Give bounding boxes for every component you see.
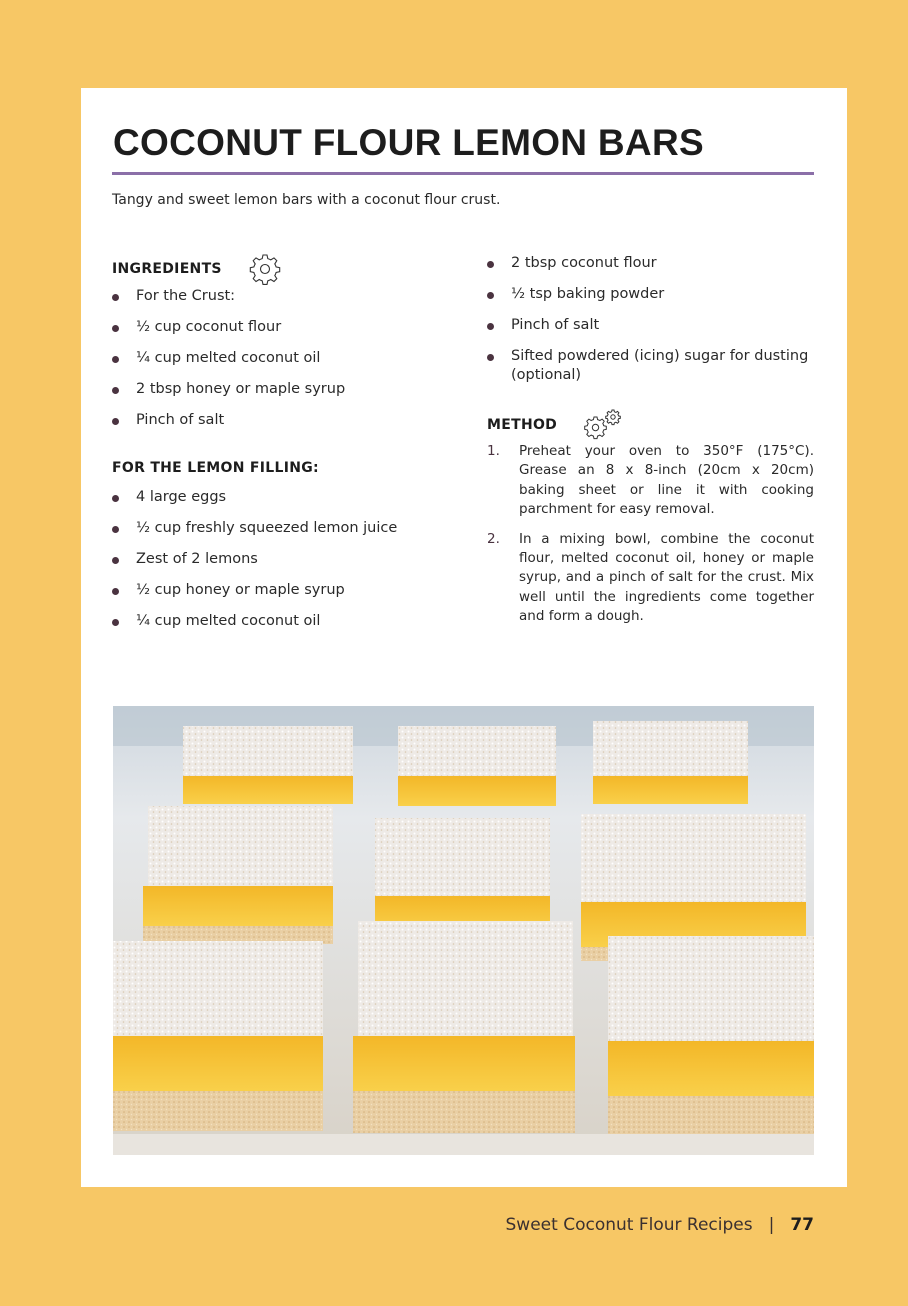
list-item: Zest of 2 lemons (112, 550, 432, 569)
list-item: Pinch of salt (487, 316, 814, 335)
ingredients-heading-row (112, 252, 432, 286)
list-item: Sifted powdered (icing) sugar for dusting (optional) (487, 347, 814, 385)
list-item: ½ cup freshly squeezed lemon juice (112, 519, 432, 538)
method-heading-row (487, 408, 814, 442)
list-item: ¼ cup melted coconut oil (112, 349, 432, 368)
gear-icon (248, 252, 282, 286)
list-item: For the Crust: (112, 287, 432, 306)
method-heading: METHOD (487, 417, 558, 433)
recipe-card (81, 88, 847, 1187)
list-item: 2 tbsp coconut flour (487, 254, 814, 273)
page-footer (506, 1215, 814, 1235)
lemon-bars-photo (113, 706, 814, 1155)
list-item: ¼ cup melted coconut oil (112, 612, 432, 631)
method-steps-list (487, 442, 814, 627)
filling-ingredients-list (112, 488, 432, 631)
recipe-intro: Tangy and sweet lemon bars with a coconut flour crust. (112, 192, 501, 208)
step-number: 2. (487, 530, 500, 547)
filling-ingredients-list-continued (487, 254, 814, 385)
list-item: Pinch of salt (112, 411, 432, 430)
list-item: 2 tbsp honey or maple syrup (112, 380, 432, 399)
step-text: In a mixing bowl, combine the coconut flour, melted coconut oil, honey or maple syrup, and a pinch of salt for the crust. Mix well until the ingredients come together and form a dough. (519, 530, 814, 625)
list-item: ½ cup honey or maple syrup (112, 581, 432, 600)
recipe-title: COCONUT FLOUR LEMON BARS (113, 122, 704, 163)
book-title: Sweet Coconut Flour Recipes (505, 1215, 753, 1235)
list-item: ½ tsp baking powder (487, 285, 814, 304)
title-divider (112, 172, 814, 175)
method-step (487, 530, 814, 627)
filling-heading: FOR THE LEMON FILLING: (112, 460, 319, 476)
ingredients-column-left (112, 254, 432, 643)
ingredients-heading: INGREDIENTS (112, 261, 222, 277)
step-number: 1. (487, 443, 500, 459)
page-number: 77 (790, 1215, 814, 1235)
footer-separator: | (768, 1215, 775, 1235)
ingredients-column-right (487, 254, 814, 637)
list-item: 4 large eggs (112, 488, 432, 507)
crust-ingredients-list (112, 287, 432, 430)
step-text: Preheat your oven to 350°F (175°C). Grease an 8 x 8-inch (20cm x 20cm) baking sheet or line it with cooking parchment for easy removal. (519, 443, 814, 518)
list-item: ½ cup coconut flour (112, 318, 432, 337)
method-step (487, 442, 814, 520)
gears-icon (583, 408, 623, 442)
